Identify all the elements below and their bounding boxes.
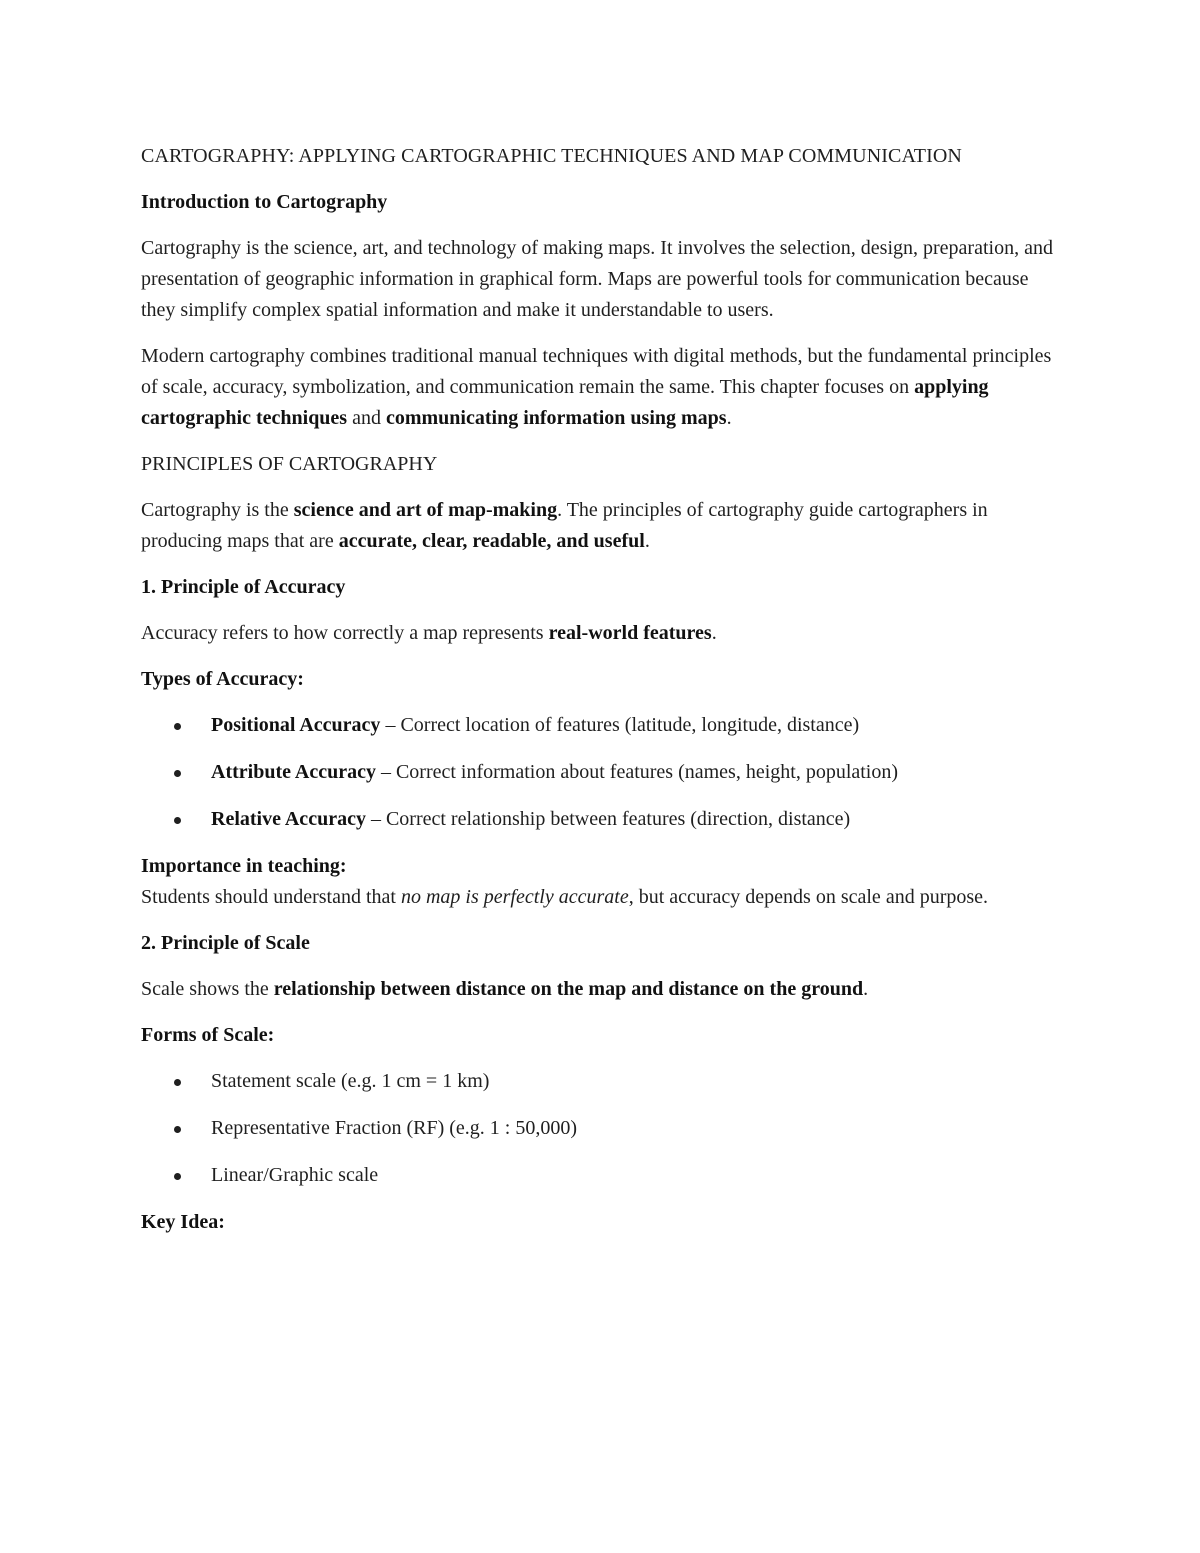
importance-heading-text: Importance in teaching: — [141, 855, 347, 877]
principles-bold-2: accurate, clear, readable, and useful — [338, 530, 645, 552]
bullet-icon — [174, 1079, 181, 1086]
intro-p2-bold-1: applying cartographic techniques — [141, 376, 989, 429]
importance-italic: no map is perfectly accurate — [400, 886, 629, 908]
accuracy-bold: real-world features — [548, 622, 712, 644]
intro-p2-bold-2: communicating information using maps — [385, 407, 727, 429]
list-item — [141, 710, 1066, 741]
bullet-icon — [174, 770, 181, 777]
list-item — [141, 804, 1066, 835]
principles-bold-1: science and art of map-making — [293, 499, 558, 521]
intro-p2-text-e: . — [726, 407, 732, 429]
bullet-icon — [174, 817, 181, 824]
principles-heading: PRINCIPLES OF CARTOGRAPHY — [141, 453, 438, 475]
intro-heading-text: Introduction to Cartography — [141, 191, 388, 213]
list-item — [141, 757, 1066, 788]
list-item-desc: – Correct location of features (latitude, longitude, distance) — [380, 714, 860, 736]
scale-forms-heading-text: Forms of Scale: — [141, 1024, 275, 1046]
list-item — [141, 1160, 1066, 1191]
scale-bold: relationship between distance on the map and distance on the ground — [273, 978, 864, 1000]
importance-text-a: Students should understand that — [141, 886, 401, 908]
list-item-desc: – Correct information about features (names, height, population) — [375, 761, 899, 783]
scale-heading-text: 2. Principle of Scale — [141, 932, 310, 954]
list-item — [141, 1113, 1066, 1144]
list-item-term: Relative Accuracy — [211, 808, 366, 830]
list-item — [141, 1066, 1066, 1097]
key-idea-heading — [141, 1207, 1066, 1238]
list-item-term: Positional Accuracy — [211, 714, 381, 736]
intro-p2-text-c: and — [347, 407, 386, 429]
document-title: CARTOGRAPHY: APPLYING CARTOGRAPHIC TECHNIQUES AND MAP COMMUNICATION — [141, 145, 962, 167]
accuracy-types-list — [141, 710, 1066, 835]
accuracy-text-c: . — [711, 622, 717, 644]
principles-paragraph — [141, 495, 1066, 557]
key-idea-heading-text: Key Idea: — [141, 1211, 225, 1233]
scale-forms-list — [141, 1066, 1066, 1191]
accuracy-heading-text: 1. Principle of Accuracy — [141, 576, 346, 598]
bullet-icon — [174, 723, 181, 730]
intro-paragraph-1: Cartography is the science, art, and technology of making maps. It involves the selection, design, preparation, and presentation of geographic information in graphical form. Maps are powerful tools for communication because they simplify complex spatial information and make it understandable to users. — [141, 237, 1053, 321]
importance-heading — [141, 851, 1066, 882]
bullet-icon — [174, 1173, 181, 1180]
scale-paragraph — [141, 974, 1066, 1005]
document-page — [141, 141, 1066, 1253]
bullet-icon — [174, 1126, 181, 1133]
scale-forms-heading — [141, 1020, 1066, 1051]
accuracy-text-a: Accuracy refers to how correctly a map represents — [141, 622, 549, 644]
intro-paragraph-2 — [141, 341, 1066, 434]
principles-text-e: . — [644, 530, 650, 552]
list-item-term: Attribute Accuracy — [211, 761, 376, 783]
accuracy-types-heading — [141, 664, 1066, 695]
scale-heading — [141, 928, 1066, 959]
list-item-desc: – Correct relationship between features (direction, distance) — [365, 808, 851, 830]
importance-paragraph — [141, 882, 1066, 913]
list-item-text: Representative Fraction (RF) (e.g. 1 : 50,000) — [211, 1117, 578, 1139]
accuracy-heading — [141, 572, 1066, 603]
principles-text-a: Cartography is the — [141, 499, 294, 521]
scale-text-a: Scale shows the — [141, 978, 274, 1000]
intro-heading — [141, 187, 1066, 218]
importance-text-c: , but accuracy depends on scale and purpose. — [628, 886, 989, 908]
list-item-text: Statement scale (e.g. 1 cm = 1 km) — [211, 1070, 490, 1092]
accuracy-paragraph — [141, 618, 1066, 649]
scale-text-c: . — [863, 978, 869, 1000]
principles-text-c: . The principles of cartography guide cartographers in producing maps that are — [141, 499, 988, 552]
intro-p2-text-a: Modern cartography combines traditional manual techniques with digital methods, but the fundamental principles of scale, accuracy, symbolization, and communication remain the same. This chapter focuses on — [141, 345, 1052, 398]
accuracy-types-heading-text: Types of Accuracy: — [141, 668, 304, 690]
list-item-text: Linear/Graphic scale — [211, 1164, 379, 1186]
